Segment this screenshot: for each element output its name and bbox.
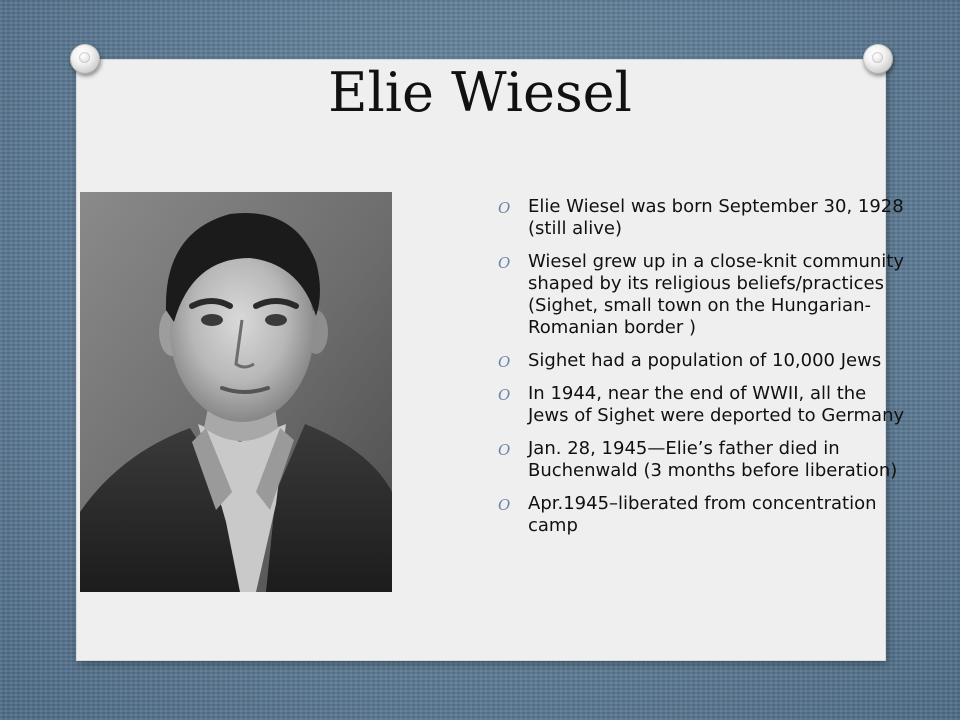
portrait-photo (80, 192, 392, 592)
list-item (496, 350, 906, 372)
list-item (496, 251, 906, 339)
bullet-text: Jan. 28, 1945—Elie’s father died in Buchenwald (3 months before liberation) (528, 438, 898, 481)
list-item (496, 196, 906, 240)
bullet-text: Sighet had a population of 10,000 Jews (528, 350, 882, 371)
bullet-marker: O (498, 353, 511, 371)
bullet-text: Elie Wiesel was born September 30, 1928 (still alive) (528, 196, 904, 239)
bullet-marker: O (498, 199, 511, 217)
slide-title: Elie Wiesel (328, 61, 632, 124)
bullet-text: In 1944, near the end of WWII, all the Jews of Sighet were deported to Germany (528, 383, 905, 426)
bullet-text: Wiesel grew up in a close-knit community shaped by its religious beliefs/practices (Sighet, small town on the Hungarian-Romanian border ) (528, 251, 905, 338)
list-item (496, 438, 906, 482)
list-item (496, 383, 906, 427)
bullet-text: Apr.1945–liberated from concentration camp (528, 493, 877, 536)
list-item (496, 493, 906, 537)
bullet-marker: O (498, 386, 511, 404)
bullet-marker: O (498, 254, 511, 272)
bullet-list (496, 196, 906, 548)
bullet-marker: O (498, 441, 511, 459)
bullet-marker: O (498, 496, 511, 514)
